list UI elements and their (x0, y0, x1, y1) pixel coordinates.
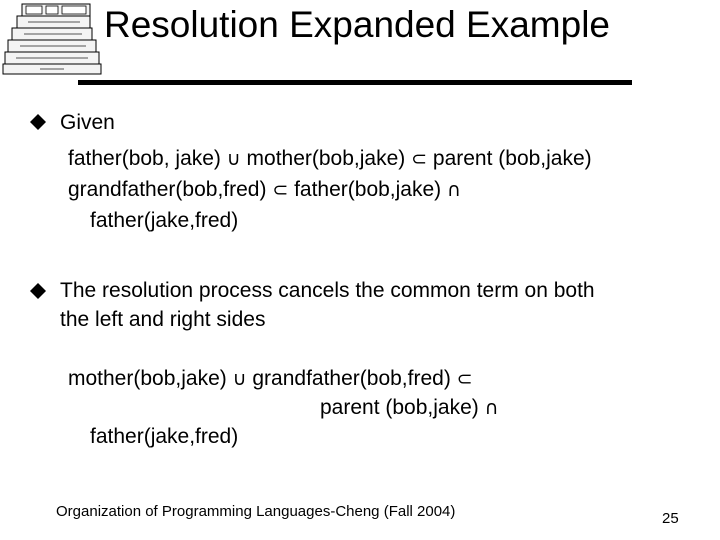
clause-term: father(bob, jake) (68, 147, 221, 170)
footer-text: Organization of Programming Languages-Cheng (Fall 2004) (56, 503, 456, 520)
subset-symbol: ⊂ (272, 179, 289, 201)
clause-term: grandfather(bob,fred) (68, 178, 267, 201)
page-title: Resolution Expanded Example (104, 4, 610, 45)
process-text-line1: The resolution process cancels the common term on both (60, 279, 595, 302)
result-line-3: father(jake,fred) (90, 425, 239, 448)
page-number: 25 (662, 510, 679, 527)
clause-term: parent (bob,jake) (432, 147, 592, 170)
diamond-bullet-icon (30, 283, 46, 299)
result-line-2 (320, 395, 499, 421)
clause-term: parent (bob,jake) (320, 396, 479, 419)
diamond-bullet-icon (30, 114, 46, 130)
union-symbol: ∪ (226, 148, 241, 170)
subset-symbol: ⊂ (411, 148, 428, 170)
title-divider (78, 80, 632, 85)
result-line-1 (68, 366, 473, 392)
given-label: Given (60, 111, 115, 134)
given-clause-2-cont: father(jake,fred) (90, 209, 239, 232)
clause-term: mother(bob,jake) (246, 147, 406, 170)
intersection-symbol: ∩ (484, 397, 499, 419)
clause-term: father(bob,jake) (294, 178, 442, 201)
clause-term: mother(bob,jake) (68, 367, 227, 390)
clause-term: grandfather(bob,fred) (252, 367, 451, 390)
process-text-line2: the left and right sides (60, 308, 266, 331)
given-clause-1 (68, 146, 592, 172)
given-clause-2 (68, 177, 461, 203)
language-hierarchy-logo (2, 2, 102, 76)
subset-symbol: ⊂ (456, 368, 473, 390)
intersection-symbol: ∩ (447, 179, 461, 201)
union-symbol: ∪ (232, 368, 247, 390)
